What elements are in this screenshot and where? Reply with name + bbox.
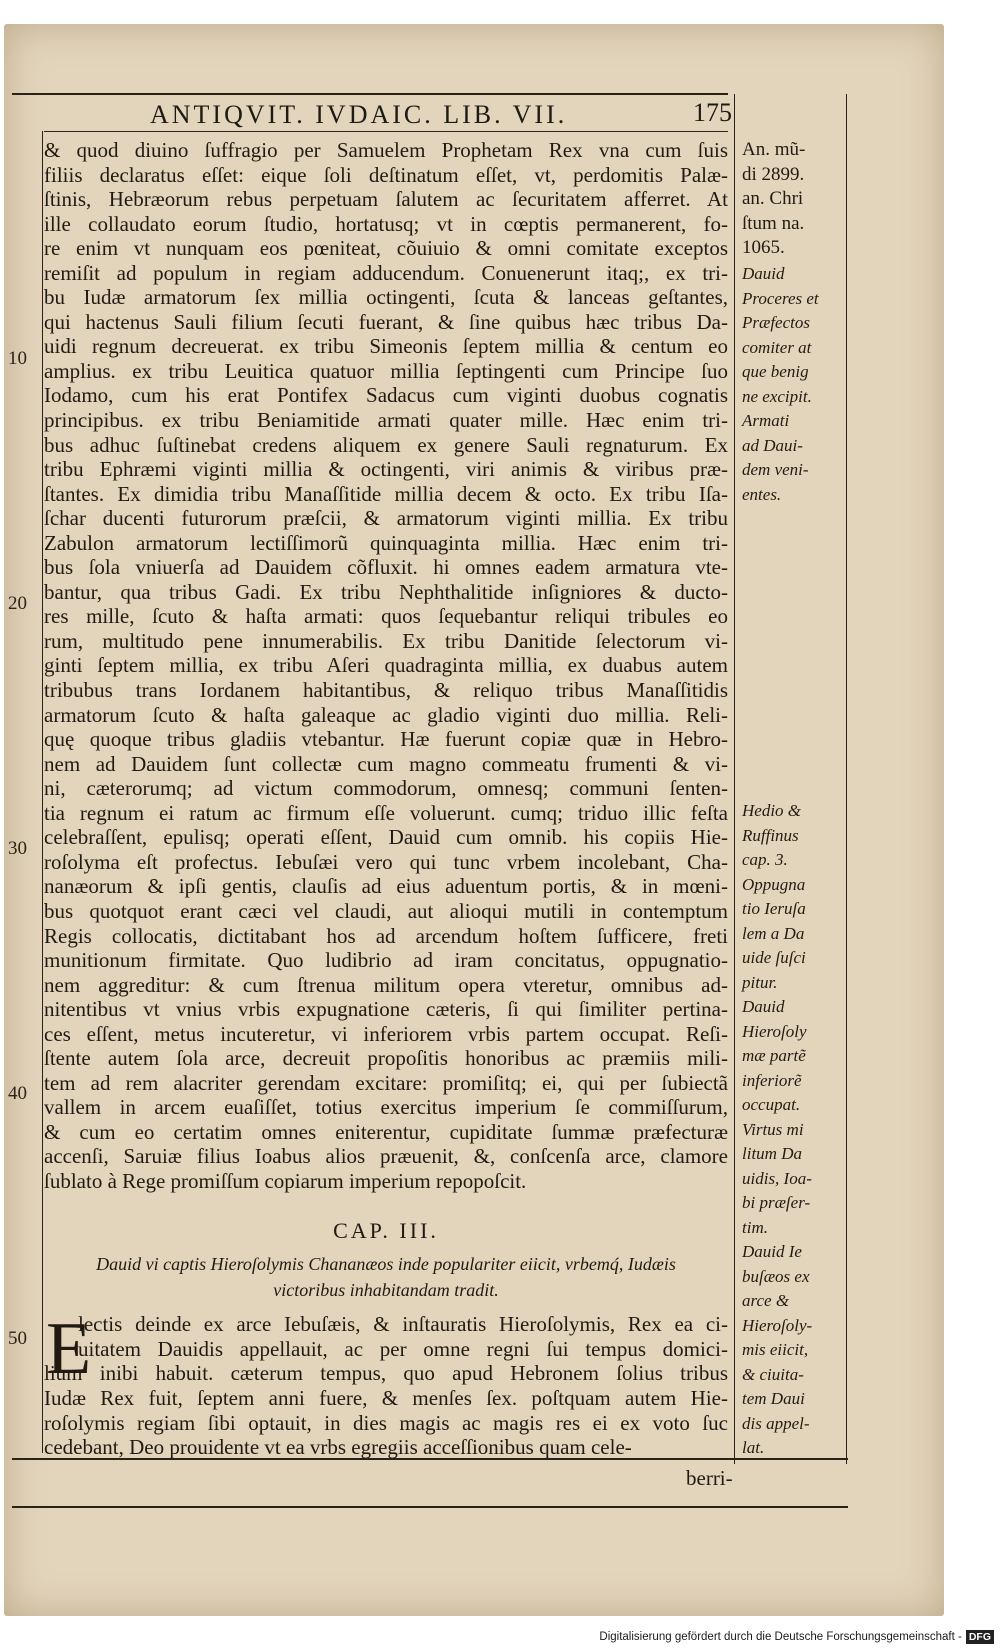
text-line: tribubus trans Iordanem habitantibus, & reliquo tribus Manaſſitidis xyxy=(44,678,728,703)
footer-credit: Digitalisierung gefördert durch die Deutsche Forschungsgemeinschaft - xyxy=(599,1631,962,1643)
margin-note-line: tio Ieruſa xyxy=(742,899,806,918)
margin-note-line: inferiorẽ xyxy=(742,1070,802,1090)
margin-note-line: lat. xyxy=(742,1438,765,1457)
margin-note-line: Dauid xyxy=(742,997,785,1016)
margin-note-line: buſæos ex xyxy=(742,1266,810,1286)
margin-note-line: que benig xyxy=(742,362,809,381)
text-line: ſtantes. Ex dimidia tribu Manaſſitide millia decem & octo. Ex tribu Iſa- xyxy=(44,481,728,506)
text-line: roſolymis regiam ſibi optauit, in dies magis ac magis res ei ex voto ſuc xyxy=(44,1410,728,1435)
margin-note-line: Hieroſoly xyxy=(742,1021,807,1041)
margin-note-1 xyxy=(742,262,842,507)
text-line: Zabulon armatorum lectiſſimorũ quinquaginta millia. Hæc enim tri- xyxy=(44,530,728,555)
margin-note-line: An. mũ- xyxy=(742,139,806,160)
text-line: uidi regnum decreuerat. ex tribu Simeonis ſeptem millia & centum eo xyxy=(44,334,728,359)
text-line: amplius. ex tribu Leuitica quatuor millia ſeptingenti cum Principe ſuo xyxy=(44,358,728,383)
text-line: ille collaudato eorum ſtudio, hortatusq; vt in cœptis permanerent, fo- xyxy=(44,211,728,236)
line-number: 30 xyxy=(8,838,27,859)
text-line: nitentibus vt vnius vrbis expugnatione cæteris, ſi qui ſimiliter pertina- xyxy=(44,997,728,1022)
margin-note-line: bi præſer- xyxy=(742,1193,811,1212)
text-line: ſtinis, Hebræorum rebus perpetuam ſalutem ac ſecuritatem afferret. At xyxy=(44,187,728,212)
text-line: remiſit ad populum in regiam adducendum. Conuenerunt itaq;, ex tri- xyxy=(44,260,728,285)
dfg-logo: DFG xyxy=(966,1630,994,1644)
text-line: & quod diuino ſuffragio per Samuelem Prophetam Rex vna cum ſuis xyxy=(44,138,728,162)
text-line: accenſi, Saruiæ filius Ioabus alios præuenit, &, conſcenſa arce, clamore xyxy=(44,1144,728,1169)
margin-note-line: 1065. xyxy=(742,237,785,258)
margin-note-date xyxy=(742,138,842,261)
text-line: ces eſſent, metus incuteretur, vi inferiorem vrbis partem occupat. Reſi- xyxy=(44,1021,728,1046)
margin-note-line: Hedio & xyxy=(742,801,802,820)
text-line: ni, cæterorumq; ad victum commodorum, omnesq; communi ſenten- xyxy=(44,776,728,801)
margin-note-line: & ciuita- xyxy=(742,1364,804,1384)
margin-note-line: Dauid xyxy=(742,264,785,283)
margin-note-line: ad Daui- xyxy=(742,435,803,455)
text-block-left-rule xyxy=(42,131,43,1453)
line-number: 50 xyxy=(8,1328,27,1349)
catchword: berri- xyxy=(686,1466,733,1490)
footer-bar xyxy=(0,1628,1000,1651)
text-line: nem ad Dauidem ſunt collectæ cum magno commeatu frumenti & vi- xyxy=(44,751,728,776)
text-line: qui hactenus Sauli filium ſecuti fuerant, & ſine quibus hæc tribus Da- xyxy=(44,309,728,334)
margin-note-line: Virtus mi xyxy=(742,1119,804,1139)
text-line: armatorum ſcuto & haſta galeaque ac gladio viginti duo millia. Reli- xyxy=(44,702,728,727)
text-line: roſolyma eſt profectus. Iebuſæi vero qui tunc vrbem incolebant, Cha- xyxy=(44,849,728,874)
line-number: 40 xyxy=(8,1083,27,1104)
margin-note-line: tim. xyxy=(742,1217,768,1237)
header-rule-bottom xyxy=(44,131,728,132)
line-number: 20 xyxy=(8,593,27,614)
text-line: vallem in arcem euaſiſſet, totius exercitus imperium ſe commiſſurum, xyxy=(44,1095,728,1120)
margin-note-line: mæ partẽ xyxy=(742,1046,806,1065)
text-line: bantur, qua tribus Gadi. Ex tribu Nephthalitide inſigniores & ducto- xyxy=(44,579,728,604)
margin-note-line: Oppugna xyxy=(742,874,806,894)
margin-note-line: dis appel- xyxy=(742,1413,810,1433)
text-line: & cum eo certatim omnes eniterentur, cupiditate ſummæ præfecturæ xyxy=(44,1119,728,1144)
margin-note-line: Armati xyxy=(742,411,790,430)
margin-note-line: lem a Da xyxy=(742,923,805,943)
page-bottom-rule xyxy=(12,1506,848,1508)
margin-note-line: di 2899. xyxy=(742,163,805,185)
text-line: tribu Ephræmi viginti millia & octingenti, viri animis & viribus præ- xyxy=(44,457,728,482)
text-line: res mille, ſcuto & haſta armati: quos ſequebantur reliqui tribules eo xyxy=(44,604,728,629)
text-line: ſtente autem ſola arce, decreuit propoſitis honoribus ac præmiis mili- xyxy=(44,1046,728,1071)
text-line: principibus. ex tribu Beniamitide armati quater mille. Hæc enim tri- xyxy=(44,408,728,433)
text-line: munitionum firmitate. Quo ludibrio ad iram concitatus, oppugnatio- xyxy=(44,948,728,973)
line-number: 10 xyxy=(8,348,27,369)
text-line: filiis declaratus eſſet: eique ſoli deſtinatum eſſet, vt, perdomitis Palæ- xyxy=(44,162,728,187)
text-line: tem ad rem alacriter gerendam excitare: promiſitq; ei, qui per ſubiectã xyxy=(44,1070,728,1095)
text-line: Iudæ Rex fuit, ſeptem anni fuere, & menſes ſex. poſtquam autem Hie- xyxy=(44,1386,728,1411)
margin-note-line: uidis, Ioa- xyxy=(742,1168,812,1188)
text-line: Regis collocatis, dictitabant hos ad arcendum hoſtem ſufficere, freti xyxy=(44,923,728,948)
margin-note-line: ne excipit. xyxy=(742,386,812,406)
margin-note-line: ſtum na. xyxy=(742,212,805,234)
running-head: ANTIQVIT. IVDAIC. LIB. VII. xyxy=(150,100,568,129)
chapter-heading: CAP. III. xyxy=(333,1218,439,1243)
margin-note-line: mis eiicit, xyxy=(742,1340,809,1359)
margin-note-line: Hieroſoly- xyxy=(742,1315,813,1335)
text-line: bu Iudæ armatorum ſex millia octingenti, ſcuta & lanceas geſtantes, xyxy=(44,285,728,310)
main-text-block xyxy=(44,138,728,1194)
margin-note-line: arce & xyxy=(742,1291,790,1310)
margin-note-line: dem veni- xyxy=(742,460,809,479)
text-line: Iodamo, cum his erat Pontifex Sadacus cum viginti duobus cognatis xyxy=(44,383,728,408)
margin-note-line: Præfectos xyxy=(742,313,810,332)
text-line: bus quotquot erant cæci vel claudi, aut alioqui mutili in contemptum xyxy=(44,898,728,923)
margin-column-left-rule xyxy=(734,94,735,1464)
text-line: lectis deinde ex arce Iebuſæis, & inſtauratis Hieroſolymis, Rex ea ci- xyxy=(78,1312,728,1336)
text-line: tia regnum ei ratum ac firmum eſſe voluerunt. cumq; triduo illic feſta xyxy=(44,800,728,825)
text-line: cedebant, Deo prouidente vt ea vrbs egregiis acceſſionibus quam cele- xyxy=(44,1435,632,1460)
text-line: bus ſola vniuerſa ad Dauidem cõfluxit. hi omnes eadem armatura vte- xyxy=(44,555,728,580)
margin-note-line: entes. xyxy=(742,484,782,504)
text-line: nem aggreditur: & cum ſtrenua militum opera vteretur, omnibus ad- xyxy=(44,972,728,997)
margin-note-line: an. Chri xyxy=(742,188,804,209)
text-line: ginti ſeptem millia, ex tribu Aſeri quadraginta millia, ex duabus autem xyxy=(44,653,728,678)
margin-note-line: comiter at xyxy=(742,337,812,357)
text-line: rum, multitudo pene innumerabilis. Ex tribu Danitide ſelectorum vi- xyxy=(44,628,728,653)
text-line: lium inibi habuit. cæterum tempus, quo apud Hebronem ſolius tribus xyxy=(44,1361,728,1386)
margin-note-line: cap. 3. xyxy=(742,850,788,869)
text-line: bus adhuc ſuſtinebat credens aliquem ex genere Sauli regnaturum. Ex xyxy=(44,432,728,457)
margin-note-line: litum Da xyxy=(742,1144,802,1163)
text-line: re enim vt nunquam eos pœniteat, cõuiuio & omni comitate exceptos xyxy=(44,236,728,261)
text-line: quę quoque tribus gladiis vtebantur. Hæ fuerunt copiæ quæ in Hebro- xyxy=(44,727,728,752)
drop-capital: E xyxy=(46,1308,92,1390)
margin-note-line: uide ſuſci xyxy=(742,948,806,967)
text-line: celebraſſent, epulisq; operati eſſent, Dauid cum omnib. his copiis Hie- xyxy=(44,825,728,850)
chapter-text-block xyxy=(44,1308,728,1460)
margin-note-line: tem Daui xyxy=(742,1389,805,1408)
margin-column-right-rule xyxy=(846,94,847,1464)
text-line: nanæorum & ipſi gentis, clauſis ad eius aduentum portis, & in mœni- xyxy=(44,874,728,899)
margin-note-line: pitur. xyxy=(742,972,778,992)
text-line: ſchar ducenti futurorum præſcii, & armatorum viginti millia. Ex tribu xyxy=(44,506,728,531)
margin-note-line: occupat. xyxy=(742,1095,801,1114)
folio-number: 175 xyxy=(693,98,732,127)
margin-note-line: Proceres et xyxy=(742,288,819,308)
margin-note-line: Ruffinus xyxy=(742,825,799,845)
margin-note-2 xyxy=(742,799,842,1461)
chapter-summary: Dauid vi captis Hieroſolymis Chananæos inde populariter eiicit, vrbemq́, Iudæis victoribus inhabitandam tradit. xyxy=(96,1254,676,1300)
margin-note-line: Dauid Ie xyxy=(742,1242,802,1261)
header-rule-top xyxy=(12,93,728,95)
text-line: ſublato à Rege promiſſum copiarum imperium repopoſcit. xyxy=(44,1168,527,1193)
text-line: uitatem Dauidis appellauit, ac per omne regni ſui tempus domici- xyxy=(78,1336,728,1361)
